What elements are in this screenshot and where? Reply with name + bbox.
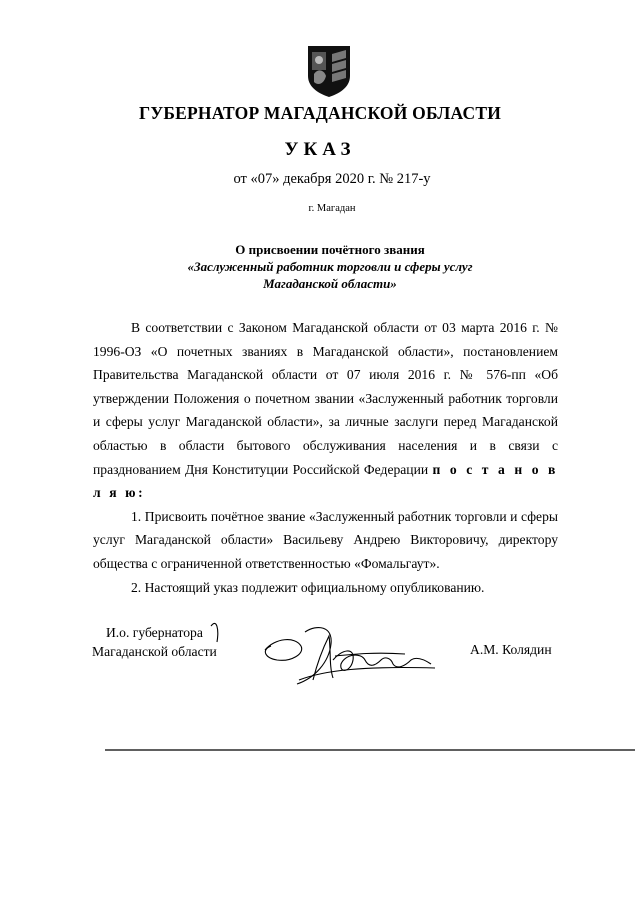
document-type: УКАЗ: [284, 139, 356, 160]
place-of-issue: г. Магадан: [308, 203, 356, 214]
subject-line-3: Магаданской области»: [263, 276, 397, 291]
date-and-number: от «07» декабря 2020 г. № 217-у: [233, 171, 431, 187]
decree-body: [93, 316, 558, 599]
subject-line-2: «Заслуженный работник торговли и сферы услуг: [187, 259, 473, 274]
signatory-title-line-1: И.о. губернатора: [105, 625, 203, 640]
subject-line-1: О присвоении почётного звания: [235, 242, 425, 257]
signatory-title: [92, 623, 217, 661]
signatory-name: А.М. Колядин: [470, 642, 552, 657]
issuing-authority: ГУБЕРНАТОР МАГАДАНСКОЙ ОБЛАСТИ: [138, 103, 501, 123]
decree-item-2: 2. Настоящий указ подлежит официальному опубликованию.: [131, 579, 485, 595]
preamble-paragraph: [93, 316, 558, 505]
bottom-divider: [105, 749, 635, 751]
decree-word: п о с т а н о в л я ю: [93, 461, 558, 501]
signatory-title-line-2: Магаданской области: [92, 644, 217, 659]
preamble-text: В соответствии с Законом Магаданской области от 03 марта 2016 г. № 1996-ОЗ «О почетных званиях в Магаданской области», постановлением Правительства Магаданской области от 07 июля 2016 г. № 576-пп «Об утверждении Положения о почетном звании «Заслуженный работник торговли и сферы услуг Магаданской области», за личные заслуги перед Магаданской областью в области бытового обслуживания населения и в связи с празднованием Дня Конституции Российской Федерации: [93, 320, 558, 477]
decree-colon: :: [138, 485, 146, 501]
decree-item-1: 1. Присвоить почётное звание «Заслуженный работник торговли и сферы услуг Магаданской области» Васильеву Андрею Викторовичу, директору общества с ограниченной ответственностью «Фомальгаут».: [93, 508, 558, 571]
decree-subject: [0, 241, 640, 292]
coat-of-arms-icon: [306, 44, 352, 98]
handwritten-signature: [205, 620, 440, 692]
